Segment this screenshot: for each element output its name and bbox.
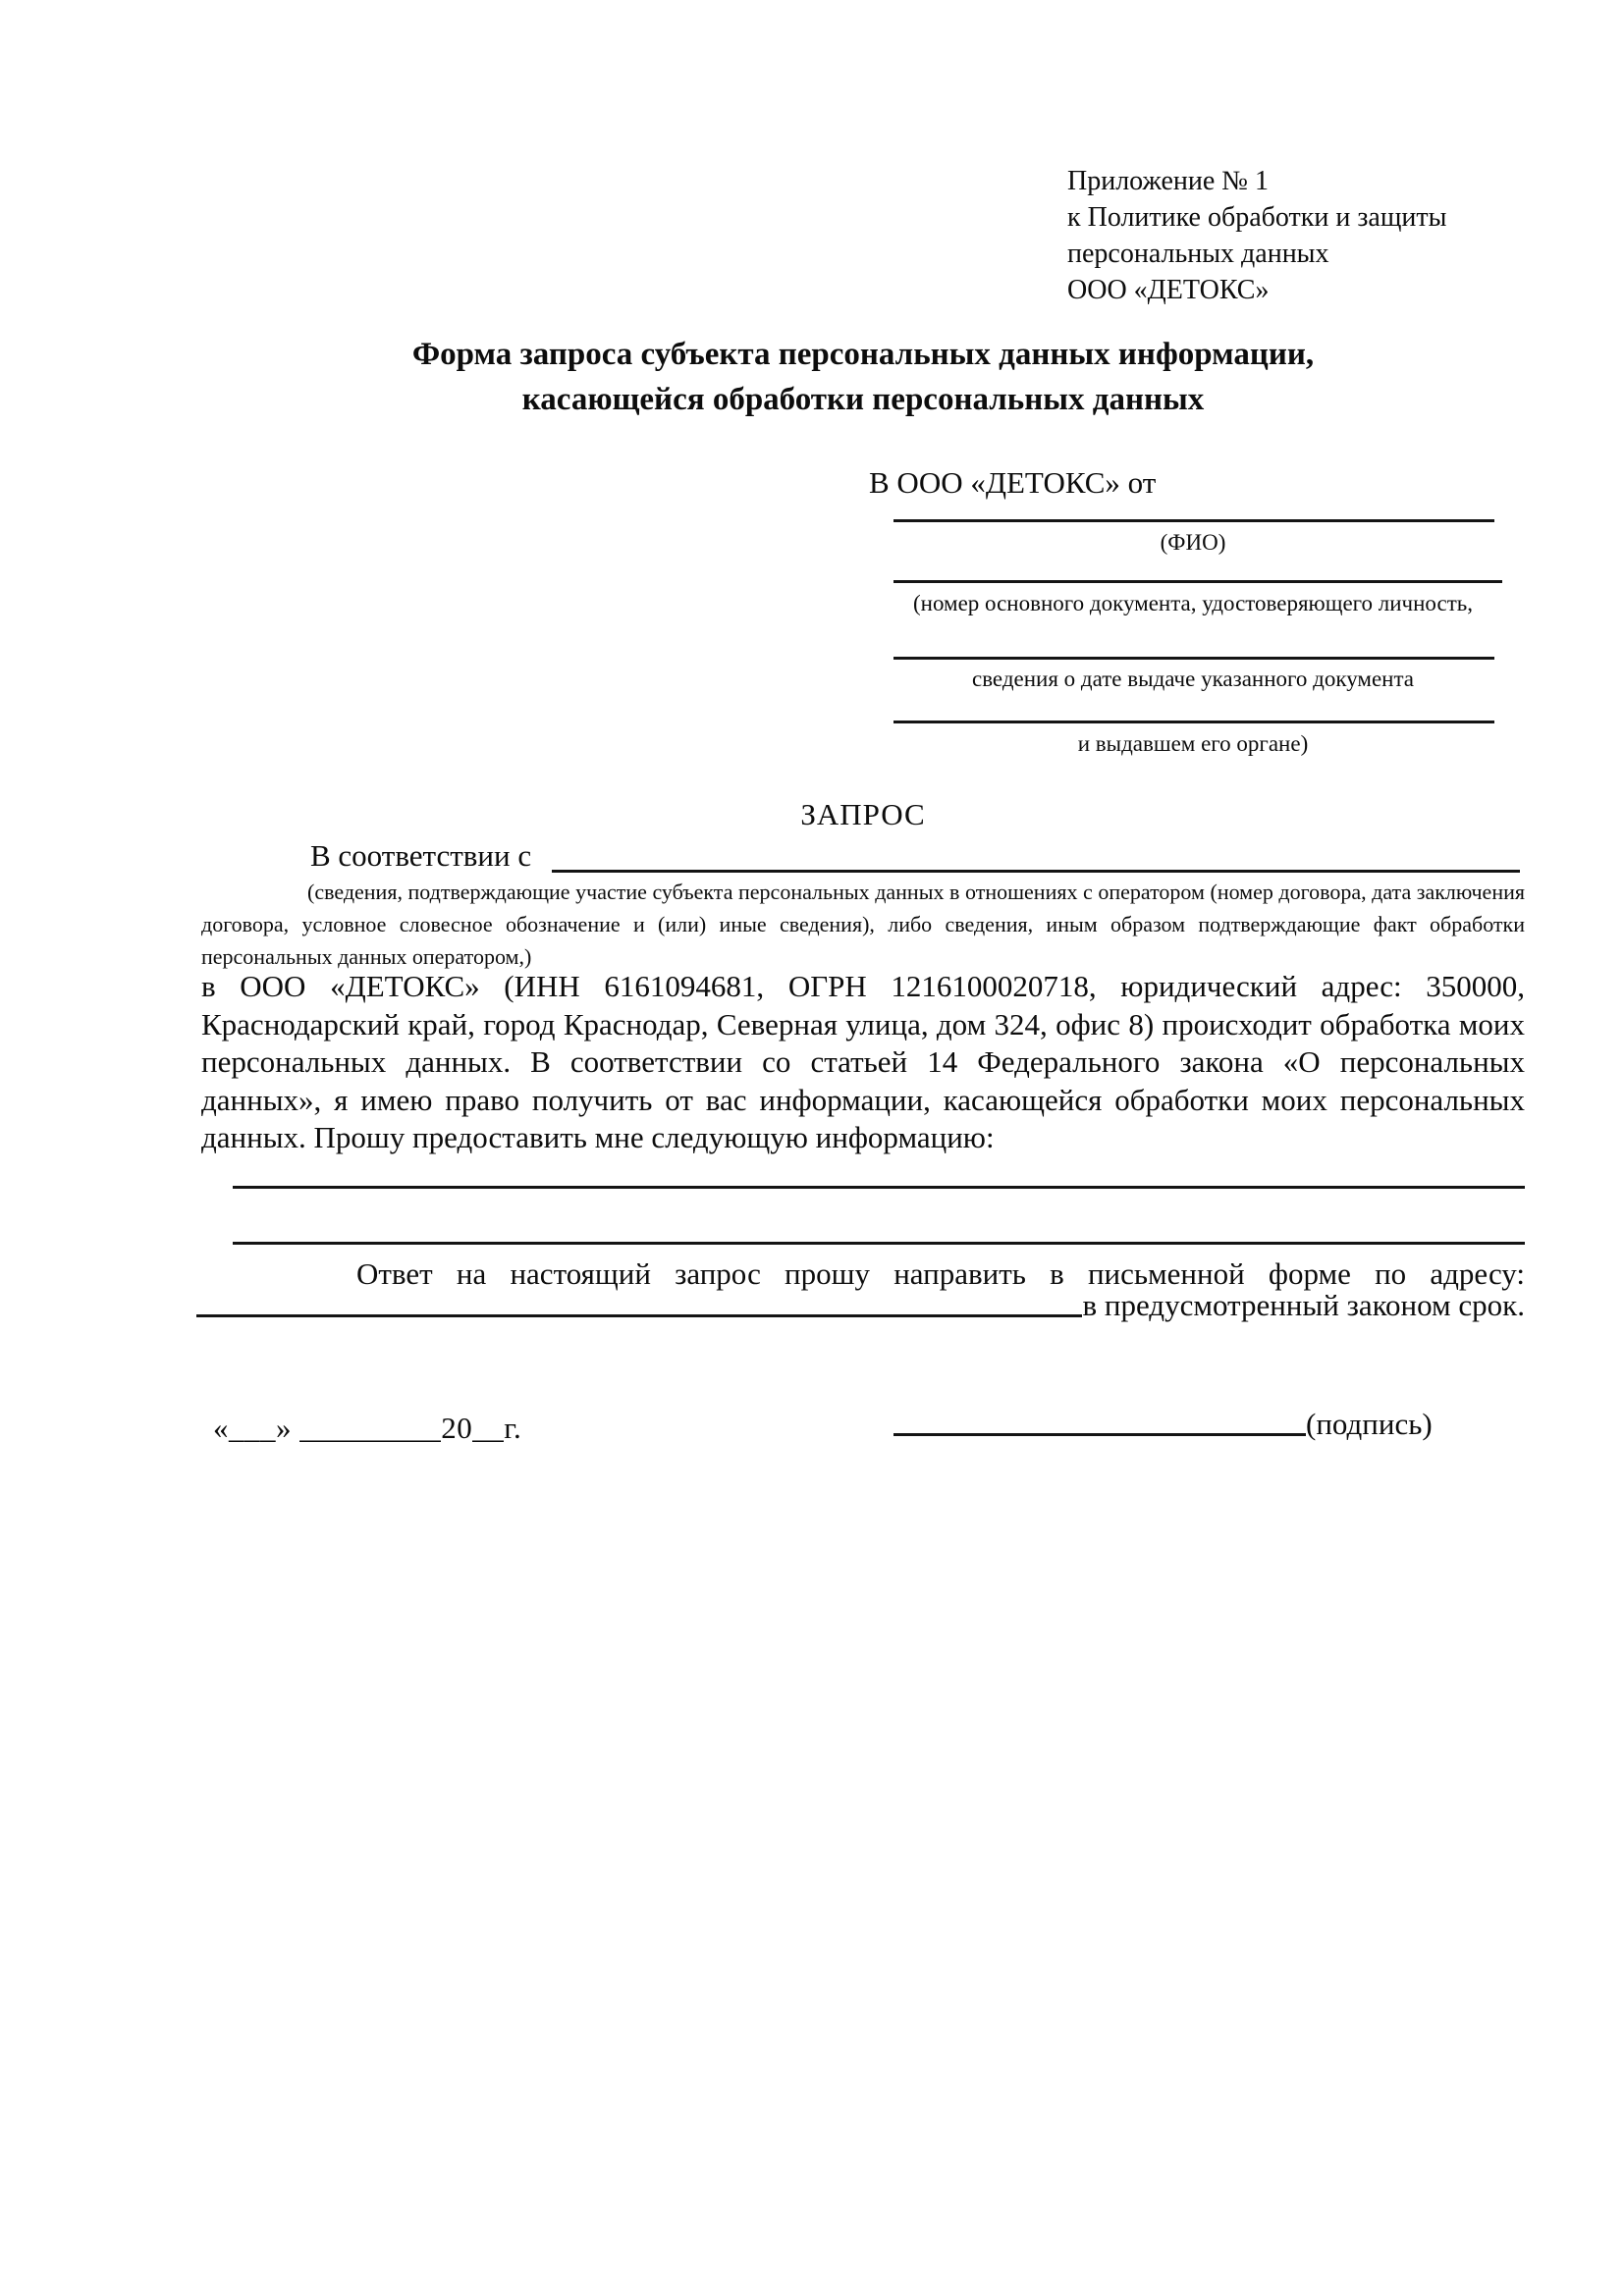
date-fill-in: «___» _________20__г.	[213, 1411, 522, 1445]
reply-address-row	[196, 1288, 1525, 1323]
appendix-line-3: персональных данных	[1067, 239, 1329, 269]
fio-blank-line	[893, 519, 1494, 522]
appendix-line-1: Приложение № 1	[1067, 166, 1269, 196]
appendix-line-4: ООО «ДЕТОКС»	[1067, 275, 1270, 305]
issue-date-blank-line	[893, 657, 1494, 660]
document-number-blank-line	[893, 580, 1502, 583]
request-heading: ЗАПРОС	[800, 797, 926, 831]
issuing-authority-blank-line	[893, 721, 1494, 723]
request-body-paragraph: в ООО «ДЕТОКС» (ИНН 6161094681, ОГРН 1216100020718, юридический адрес: 350000, Краснодарский край, город Краснодар, Северная улица, дом 324, офис 8) происходит обработка моих персональных данных. В соответствии со статьей 14 Федерального закона «О персональных данных», я имею право получить от вас информации, касающейся обработки моих персональных данных. Прошу предоставить мне следующую информацию:	[201, 969, 1525, 1155]
reply-address-blank-line	[196, 1314, 1082, 1317]
document-title-line-1: Форма запроса субъекта персональных данных информации,	[411, 337, 1315, 372]
signature-row	[893, 1407, 1526, 1442]
signature-blank-line	[893, 1433, 1306, 1436]
request-footnote: (сведения, подтверждающие участие субъекта персональных данных в отношениях с оператором (номер договора, дата заключения договора, условное словесное обозначение и (или) иные сведения), либо сведения, иным образом подтверждающие факт обработки персональных данных оператором,)	[201, 880, 1525, 969]
recipient-line: В ООО «ДЕТОКС» от	[869, 465, 1157, 500]
reply-tail-text: в предусмотренный законом срок.	[1082, 1288, 1525, 1322]
information-blank-line-2	[233, 1242, 1525, 1245]
issue-date-caption: сведения о дате выдаче указанного документа	[971, 667, 1415, 691]
signature-caption: (подпись)	[1306, 1407, 1433, 1441]
request-lead-blank-line	[552, 870, 1520, 873]
document-title-line-2: касающейся обработки персональных данных	[521, 382, 1205, 417]
reply-sentence: Ответ на настоящий запрос прошу направить в письменной форме по адресу:	[356, 1256, 1525, 1291]
appendix-note	[1067, 163, 1446, 308]
appendix-line-2: к Политике обработки и защиты	[1067, 202, 1447, 233]
fio-caption: (ФИО)	[1160, 530, 1226, 555]
document-title	[201, 332, 1525, 422]
issuing-authority-caption: и выдавшем его органе)	[1077, 731, 1309, 756]
request-lead-text: В соответствии с	[310, 838, 532, 873]
document-number-caption: (номер основного документа, удостоверяющего личность,	[912, 591, 1473, 615]
information-blank-line-1	[233, 1186, 1525, 1189]
